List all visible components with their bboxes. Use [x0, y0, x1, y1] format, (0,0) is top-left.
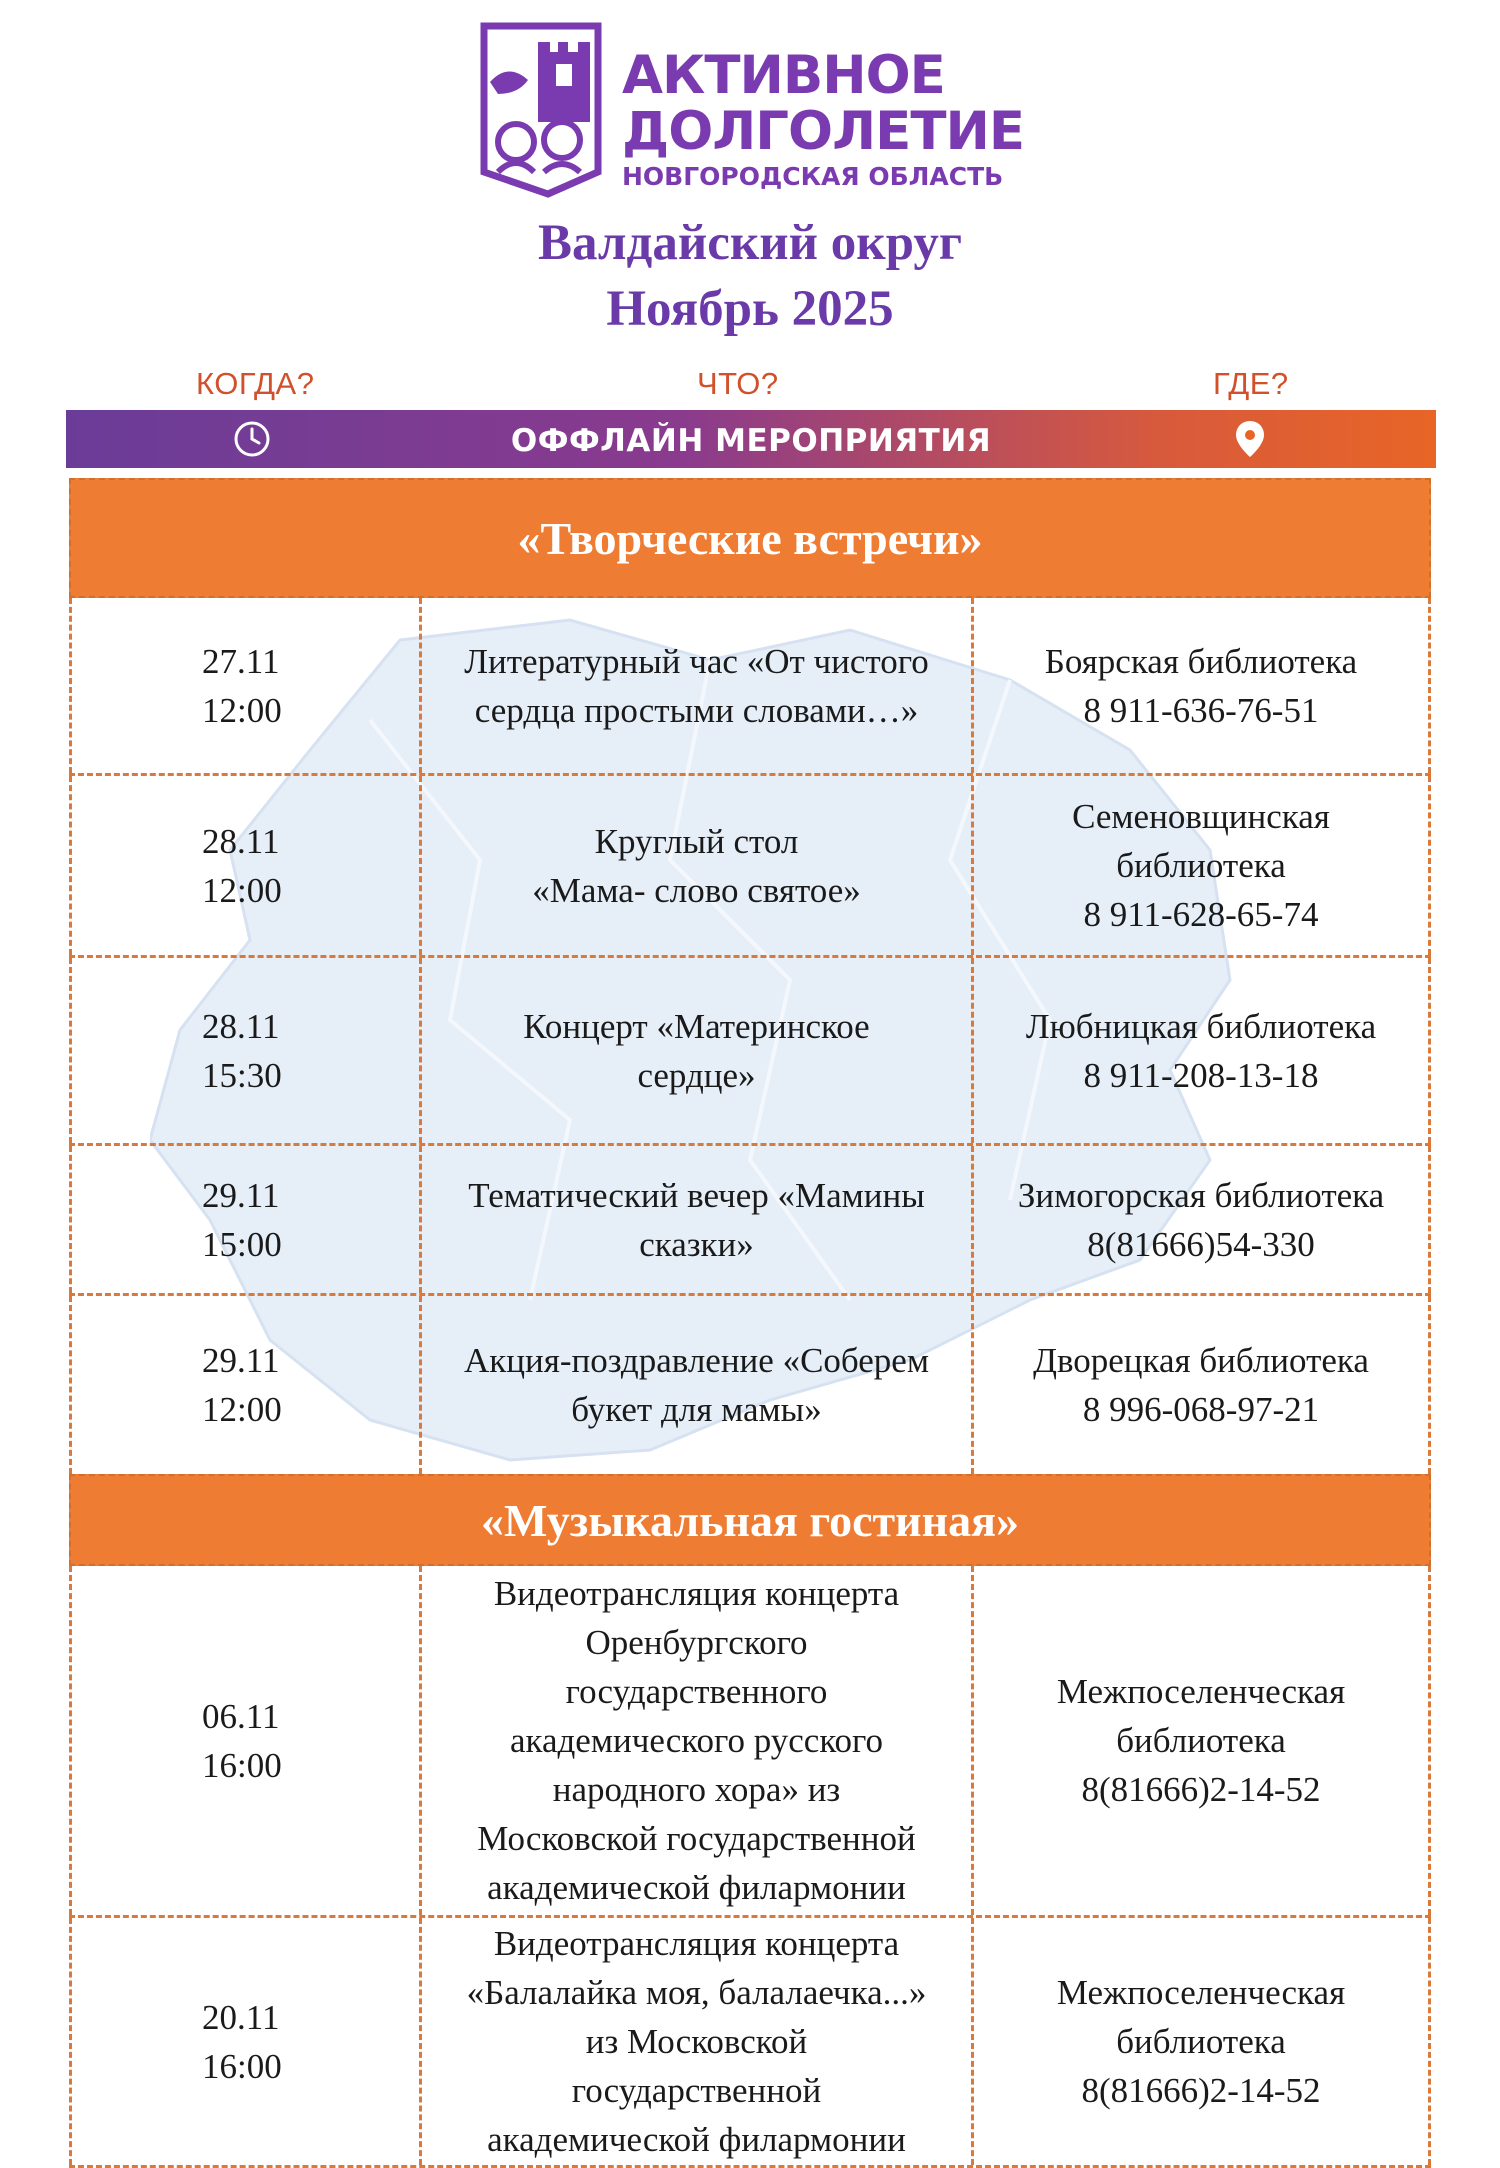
event-title-line: академической филармонии	[487, 1868, 906, 1907]
venue-line: Дворецкая библиотека	[1033, 1341, 1369, 1380]
event-title-line: сердце»	[637, 1055, 756, 1095]
what-cell	[419, 598, 971, 773]
venue-line: Зимогорская библиотека	[1017, 1175, 1385, 1215]
table-row	[69, 598, 1431, 776]
event-title-line: Оренбургского	[585, 1623, 808, 1662]
events-table	[69, 478, 1431, 2168]
what-cell	[419, 1146, 971, 1293]
table-row	[69, 776, 1431, 958]
event-title-line: «Мама- слово святое»	[532, 870, 861, 910]
venue-line: Межпоселенческая	[1056, 1672, 1346, 1711]
event-title-line: сердца простыми словами…»	[474, 690, 919, 730]
when-cell	[69, 1146, 419, 1293]
column-labels	[0, 366, 1500, 406]
where-cell	[971, 958, 1431, 1143]
event-title-line: сказки»	[639, 1224, 754, 1264]
venue-line: 8(81666)2-14-52	[1081, 2071, 1321, 2110]
event-date: 29.11	[202, 1341, 280, 1380]
venue-line: Боярская библиотека	[1044, 641, 1358, 681]
event-title-line: Круглый стол	[594, 821, 799, 861]
event-date: 20.11	[202, 1997, 280, 2037]
event-title-line: «Балалайка моя, балалаечка...»	[466, 1973, 927, 2012]
event-title-line: государственного	[565, 1672, 828, 1711]
event-title-line: академического русского	[509, 1721, 884, 1760]
what-cell	[419, 1566, 971, 1915]
event-title-line: Московской государственной	[477, 1819, 916, 1858]
event-title-line: из Московской	[585, 2022, 808, 2061]
event-date: 27.11	[202, 641, 280, 681]
event-date: 28.11	[202, 1006, 280, 1046]
what-cell	[419, 1296, 971, 1474]
where-cell	[971, 1296, 1431, 1474]
event-date: 29.11	[202, 1175, 280, 1215]
venue-line: 8 911-628-65-74	[1083, 895, 1319, 934]
event-time: 12:00	[202, 870, 282, 910]
where-cell	[971, 1146, 1431, 1293]
venue-line: 8 911-636-76-51	[1083, 690, 1319, 730]
logo-emblem-icon	[478, 22, 604, 198]
where-cell	[971, 598, 1431, 773]
event-title-line: Акция-поздравление «Соберем	[464, 1341, 929, 1380]
event-date: 06.11	[202, 1696, 280, 1736]
event-time: 12:00	[202, 1390, 282, 1429]
when-cell	[69, 598, 419, 773]
what-cell	[419, 776, 971, 955]
when-cell	[69, 1566, 419, 1915]
table-row	[69, 1918, 1431, 2168]
venue-line: библиотека	[1116, 1721, 1286, 1760]
section-header: «Творческие встречи»	[69, 478, 1431, 598]
venue-line: Межпоселенческая	[1056, 1973, 1346, 2012]
event-time: 16:00	[202, 2046, 282, 2086]
section-header: «Музыкальная гостиная»	[69, 1474, 1431, 1566]
logo-title-line1: АКТИВНОЕ	[622, 45, 945, 106]
label-where: ГДЕ?	[1213, 366, 1289, 401]
event-title-line: Видеотрансляция концерта	[493, 1574, 900, 1613]
where-cell	[971, 1566, 1431, 1915]
what-cell	[419, 958, 971, 1143]
page-subtitle: Ноябрь 2025	[606, 281, 894, 337]
what-cell	[419, 1918, 971, 2165]
where-cell	[971, 1918, 1431, 2165]
event-title-line: народного хора» из	[552, 1770, 841, 1809]
location-pin-icon	[1234, 419, 1266, 459]
table-row	[69, 1146, 1431, 1296]
event-title-line: Концерт «Материнское	[523, 1006, 870, 1046]
when-cell	[69, 1296, 419, 1474]
event-date: 28.11	[202, 821, 280, 861]
venue-line: 8 911-208-13-18	[1083, 1055, 1319, 1095]
event-title-line: Видеотрансляция концерта	[493, 1924, 900, 1963]
when-cell	[69, 776, 419, 955]
logo-subtitle: НОВГОРОДСКАЯ ОБЛАСТЬ	[622, 162, 1004, 191]
venue-line: 8(81666)54-330	[1087, 1224, 1315, 1264]
label-what: ЧТО?	[697, 366, 779, 401]
event-title-line: академической филармонии	[487, 2120, 906, 2159]
venue-line: библиотека	[1116, 846, 1286, 885]
event-time: 12:00	[202, 690, 282, 730]
venue-line: Семеновщинская	[1072, 797, 1330, 836]
venue-line: 8 996-068-97-21	[1082, 1390, 1320, 1429]
when-cell	[69, 958, 419, 1143]
event-time: 16:00	[202, 1745, 282, 1785]
table-row	[69, 1566, 1431, 1918]
offline-events-band	[66, 410, 1436, 468]
logo-title-line2: ДОЛГОЛЕТИЕ	[622, 101, 1025, 162]
event-time: 15:00	[202, 1224, 282, 1264]
page-title: Валдайский округ	[537, 215, 963, 271]
event-title-line: Тематический вечер «Мамины	[468, 1175, 925, 1215]
event-title-line: государственной	[571, 2071, 822, 2110]
label-when: КОГДА?	[196, 366, 315, 401]
logo	[478, 22, 1038, 200]
table-row	[69, 958, 1431, 1146]
band-title: ОФФЛАЙН МЕРОПРИЯТИЯ	[510, 423, 992, 459]
venue-line: библиотека	[1116, 2022, 1286, 2061]
event-time: 15:30	[202, 1055, 282, 1095]
table-row	[69, 1296, 1431, 1474]
event-title-line: букет для мамы»	[571, 1390, 822, 1429]
where-cell	[971, 776, 1431, 955]
venue-line: 8(81666)2-14-52	[1081, 1770, 1321, 1809]
when-cell	[69, 1918, 419, 2165]
venue-line: Любницкая библиотека	[1025, 1006, 1377, 1046]
event-title-line: Литературный час «От чистого	[464, 641, 929, 681]
